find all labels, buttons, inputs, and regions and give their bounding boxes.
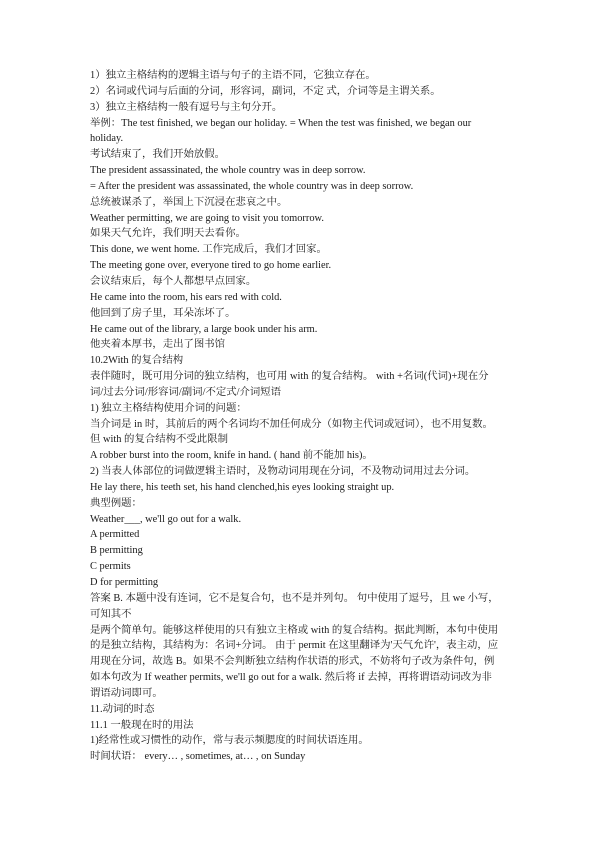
text-line: 表伴随时，既可用分词的独立结构，也可用 with 的复合结构。 with +名词(代词)+现在分 bbox=[90, 371, 489, 383]
text-line: 1）独立主格结构的逻辑主语与句子的主语不同，它独立存在。 bbox=[90, 70, 376, 81]
text-line: 谓语动词即可。 bbox=[90, 687, 163, 699]
text-line: holiday. bbox=[90, 133, 124, 145]
text-line: 词/过去分词/形容词/副词/不定式/介词短语 bbox=[90, 386, 282, 398]
text-line: He lay there, his teeth set, his hand clenched,his eyes looking straight up. bbox=[90, 481, 395, 493]
text-line: 答案 B. 本题中没有连词，它不是复合句，也不是并列句。 句中使用了逗号，且 we 小写， bbox=[90, 592, 499, 604]
text-line: 他回到了房子里，耳朵冻坏了。 bbox=[90, 307, 236, 319]
text-line: 会议结束后，每个人都想早点回家。 bbox=[90, 275, 257, 287]
text-line: 1) 独立主格结构使用介词的问题： bbox=[90, 402, 247, 414]
text-line: A permitted bbox=[90, 529, 140, 541]
text-line: 如本句改为 If weather permits, we'll go out for a walk. 然后将 if 去掉，再将谓语动词改为非 bbox=[90, 672, 492, 684]
text-line: He came into the room, his ears red with cold. bbox=[90, 291, 282, 303]
text-line: The president assassinated, the whole country was in deep sorrow. bbox=[90, 165, 366, 177]
text-line: 考试结束了，我们开始放假。 bbox=[90, 149, 226, 161]
text-line: 1)经常性或习惯性的动作，常与表示频腮度的时间状语连用。 bbox=[90, 735, 369, 747]
text-line: This done, we went home. 工作完成后，我们才回家。 bbox=[90, 244, 327, 256]
text-line: 他夹着本厚书，走出了图书馆 bbox=[90, 339, 226, 351]
text-line: D for permitting bbox=[90, 577, 159, 588]
text-line: 时间状语： every… , sometimes, at… , on Sunday bbox=[90, 751, 306, 763]
text-line: 11.动词的时态 bbox=[90, 703, 155, 715]
text-line: 11.1 一般现在时的用法 bbox=[90, 719, 194, 731]
text-line: 10.2With 的复合结构 bbox=[90, 355, 184, 367]
text-line: The meeting gone over, everyone tired to go home earlier. bbox=[90, 260, 332, 272]
text-line: 但 with 的复合结构不受此限制 bbox=[90, 434, 228, 446]
text-line: 2) 当表人体部位的词做逻辑主语时，及物动词用现在分词，不及物动词用过去分词。 bbox=[90, 466, 476, 478]
text-line: B permitting bbox=[90, 545, 143, 557]
text-line: Weather permitting, we are going to visit you tomorrow. bbox=[90, 212, 324, 224]
text-line: 典型例题： bbox=[90, 497, 142, 509]
text-line: C permits bbox=[90, 561, 131, 573]
text-line: 是两个简单句。能够这样使用的只有独立主格或 with 的复合结构。据此判断，本句中使用 bbox=[90, 624, 499, 636]
text-line: 用现在分词，故选 B。如果不会判断独立结构作状语的形式，不妨将句子改为条件句，例 bbox=[90, 656, 495, 668]
text-line: Weather___, we'll go out for a walk. bbox=[90, 513, 242, 525]
text-line: 2）名词或代词与后面的分词，形容词，副词，不定 式，介词等是主谓关系。 bbox=[90, 85, 441, 97]
text-line: = After the president was assassinated, the whole country was in deep sorrow. bbox=[90, 180, 414, 192]
text-line: 可知其不 bbox=[90, 608, 132, 620]
text-line: A robber burst into the room, knife in hand. ( hand 前不能加 his)。 bbox=[90, 450, 373, 462]
text-line: 举例：The test finished, we began our holiday. = When the test was finished, we began our bbox=[90, 117, 472, 129]
text-line: 总统被谋杀了，举国上下沉浸在悲哀之中。 bbox=[90, 196, 288, 208]
text-line: 当介词是 in 时，其前后的两个名词均不加任何成分（如物主代词或冠词），也不用复数。 bbox=[90, 418, 493, 430]
text-line: He came out of the library, a large book under his arm. bbox=[90, 323, 318, 335]
text-line: 3）独立主格结构一般有逗号与主句分开。 bbox=[90, 101, 283, 113]
text-line: 的是独立结构，其结构为：名词+分词。 由于 permit 在这里翻译为'天气允许'，表主动，应 bbox=[90, 640, 499, 652]
text-line: 如果天气允许，我们明天去看你。 bbox=[90, 228, 246, 240]
